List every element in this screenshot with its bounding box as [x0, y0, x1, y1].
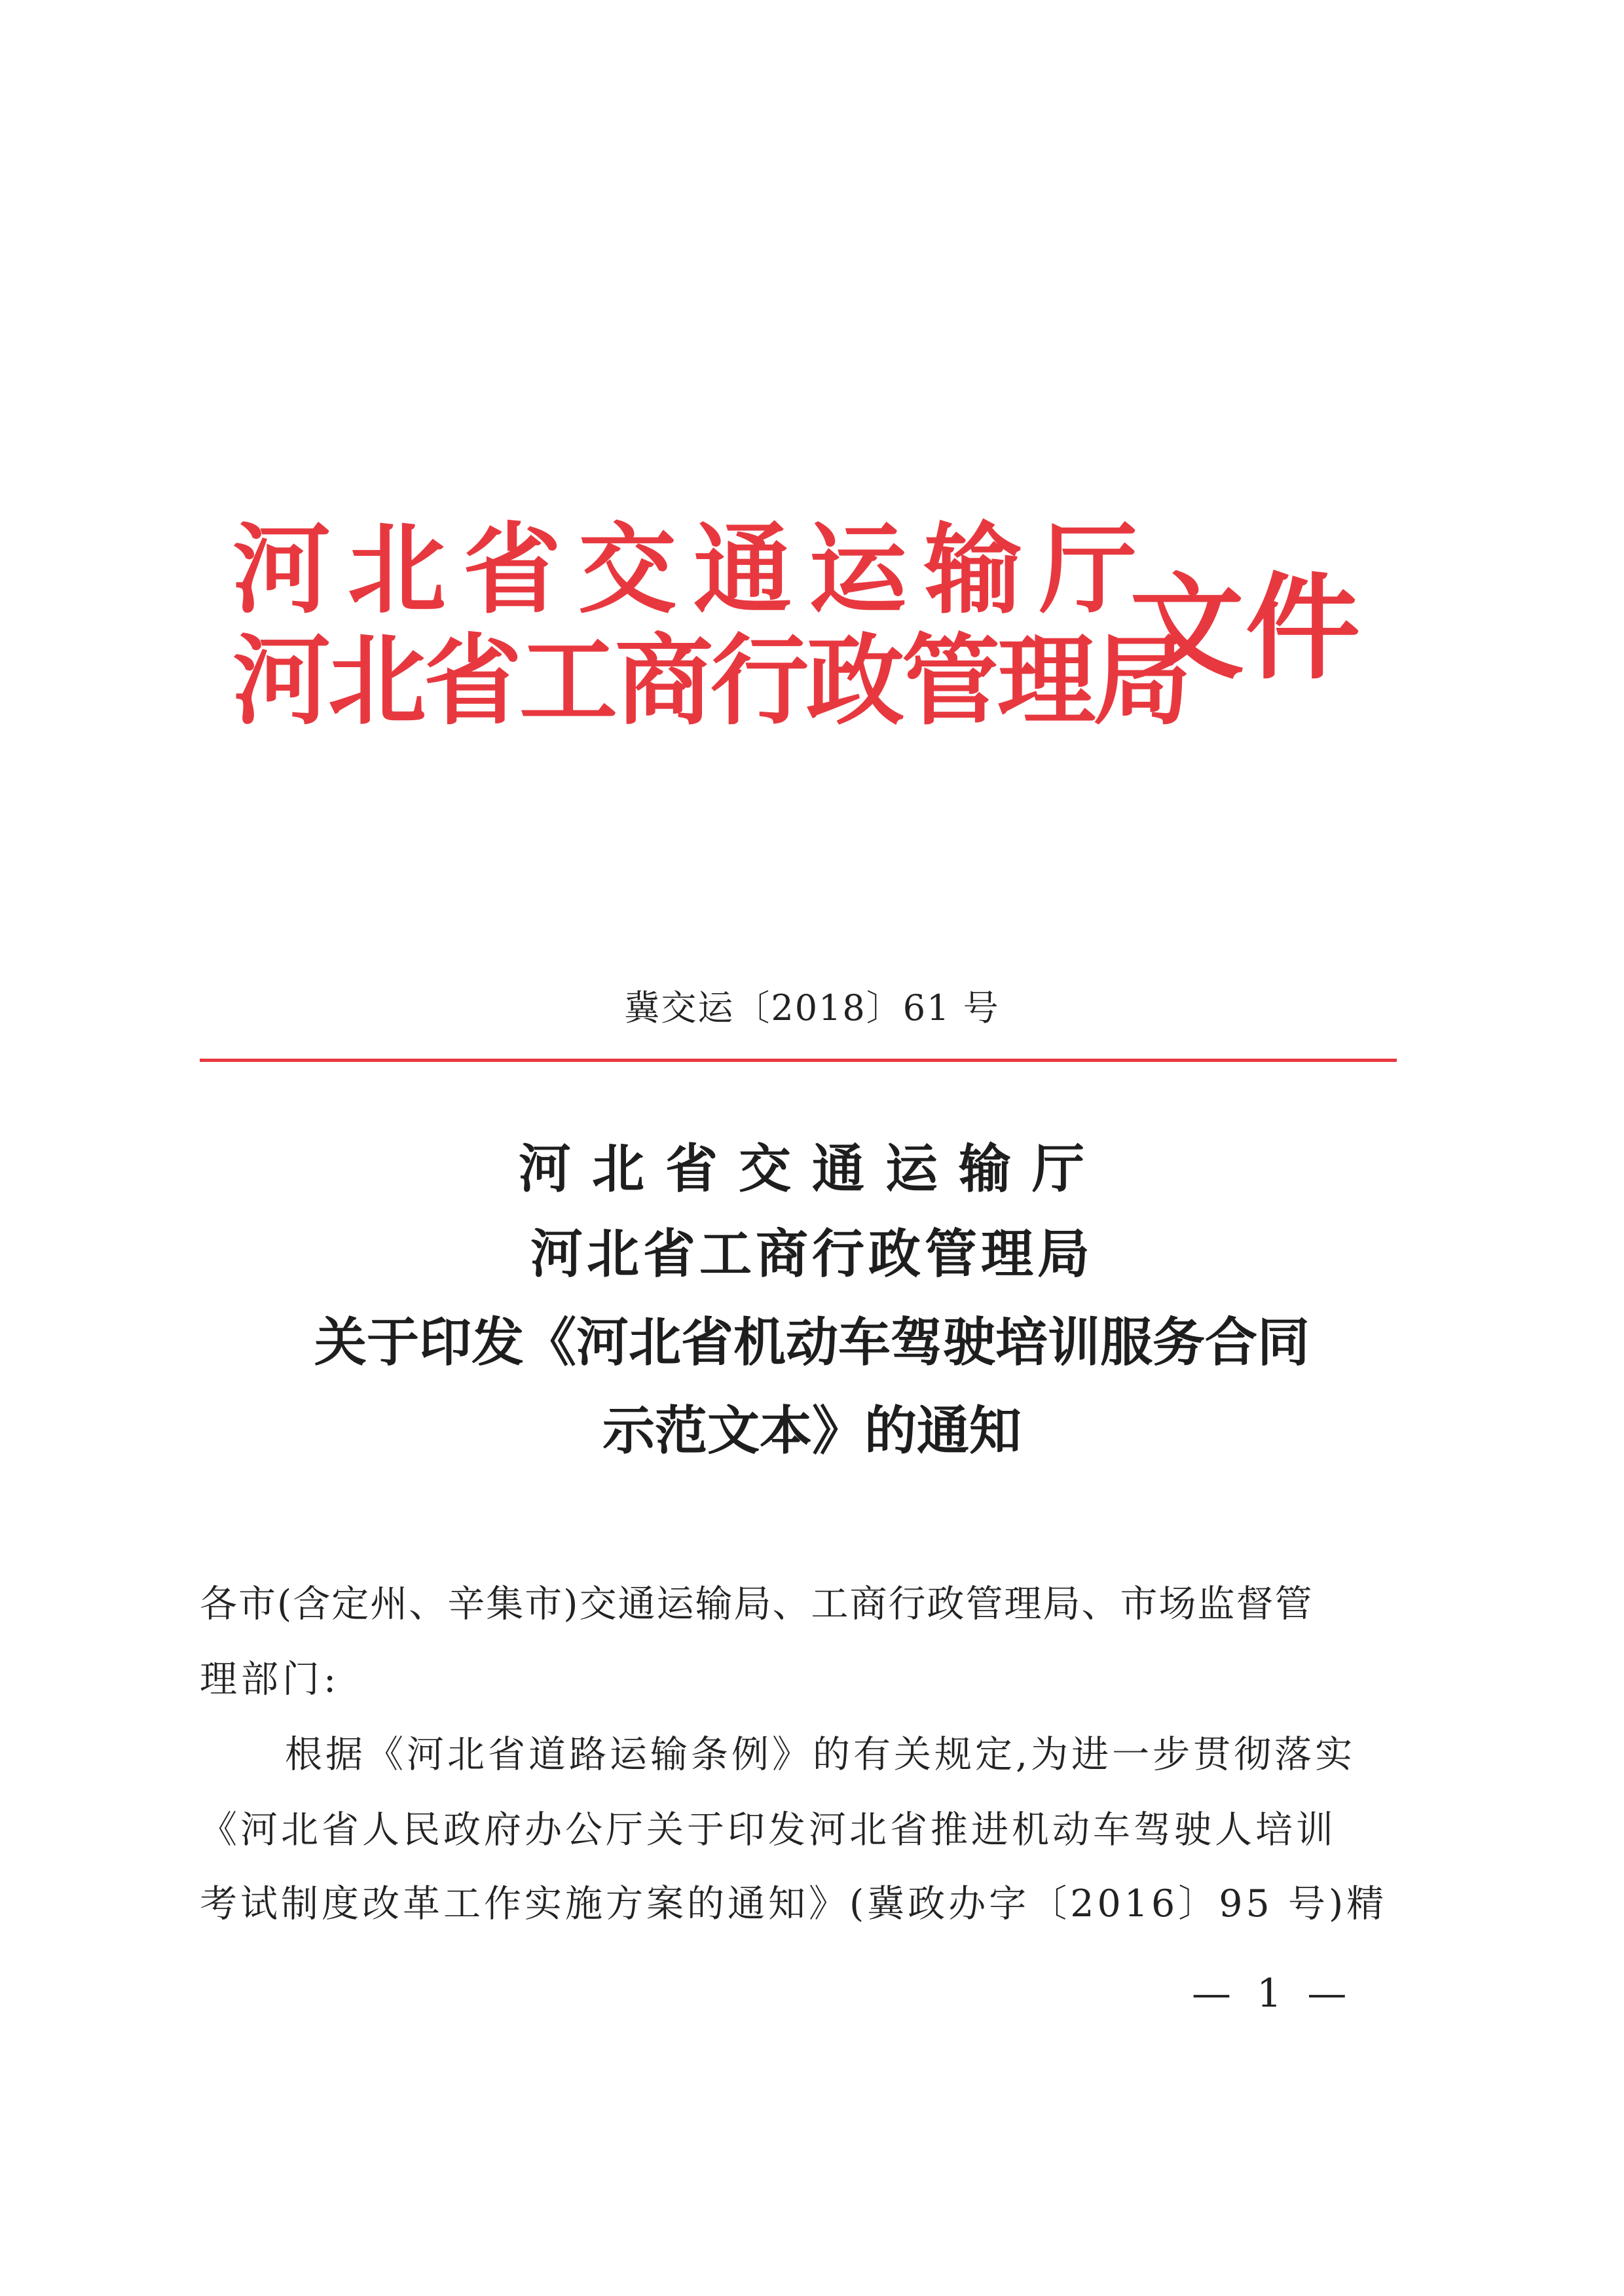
- title-line-3: 关于印发《河北省机动车驾驶培训服务合同: [314, 1311, 1310, 1373]
- issuer-line-2: 河北省工商行政管理局: [232, 623, 1189, 738]
- title-line-2: 河北省工商行政管理局: [530, 1223, 1094, 1285]
- paragraph-line-2: 《河北省人民政府办公厅关于印发河北省推进机动车驾驶人培训: [200, 1808, 1337, 1851]
- document-word: 文件: [1130, 561, 1361, 695]
- addressee-line-1: 各市(含定州、辛集市)交通运输局、工商行政管理局、市场监督管: [200, 1582, 1314, 1626]
- page-number: — 1 —: [1192, 1971, 1354, 2016]
- red-divider: [200, 1059, 1397, 1062]
- title-line-4: 示范文本》的通知: [602, 1400, 1022, 1461]
- title-line-1: 河北省交通运输厅: [519, 1138, 1105, 1199]
- issuer-line-1: 河北省交通运输厅: [232, 512, 1155, 627]
- document-header: [232, 512, 1411, 740]
- paragraph-line-1: 根据《河北省道路运输条例》的有关规定,为进一步贯彻落实: [285, 1733, 1356, 1776]
- document-number: 冀交运〔2018〕61 号: [624, 987, 1000, 1029]
- paragraph-line-3: 考试制度改革工作实施方案的通知》(冀政办字〔2016〕95 号)精: [200, 1882, 1388, 1925]
- addressee-line-2: 理部门:: [200, 1658, 341, 1701]
